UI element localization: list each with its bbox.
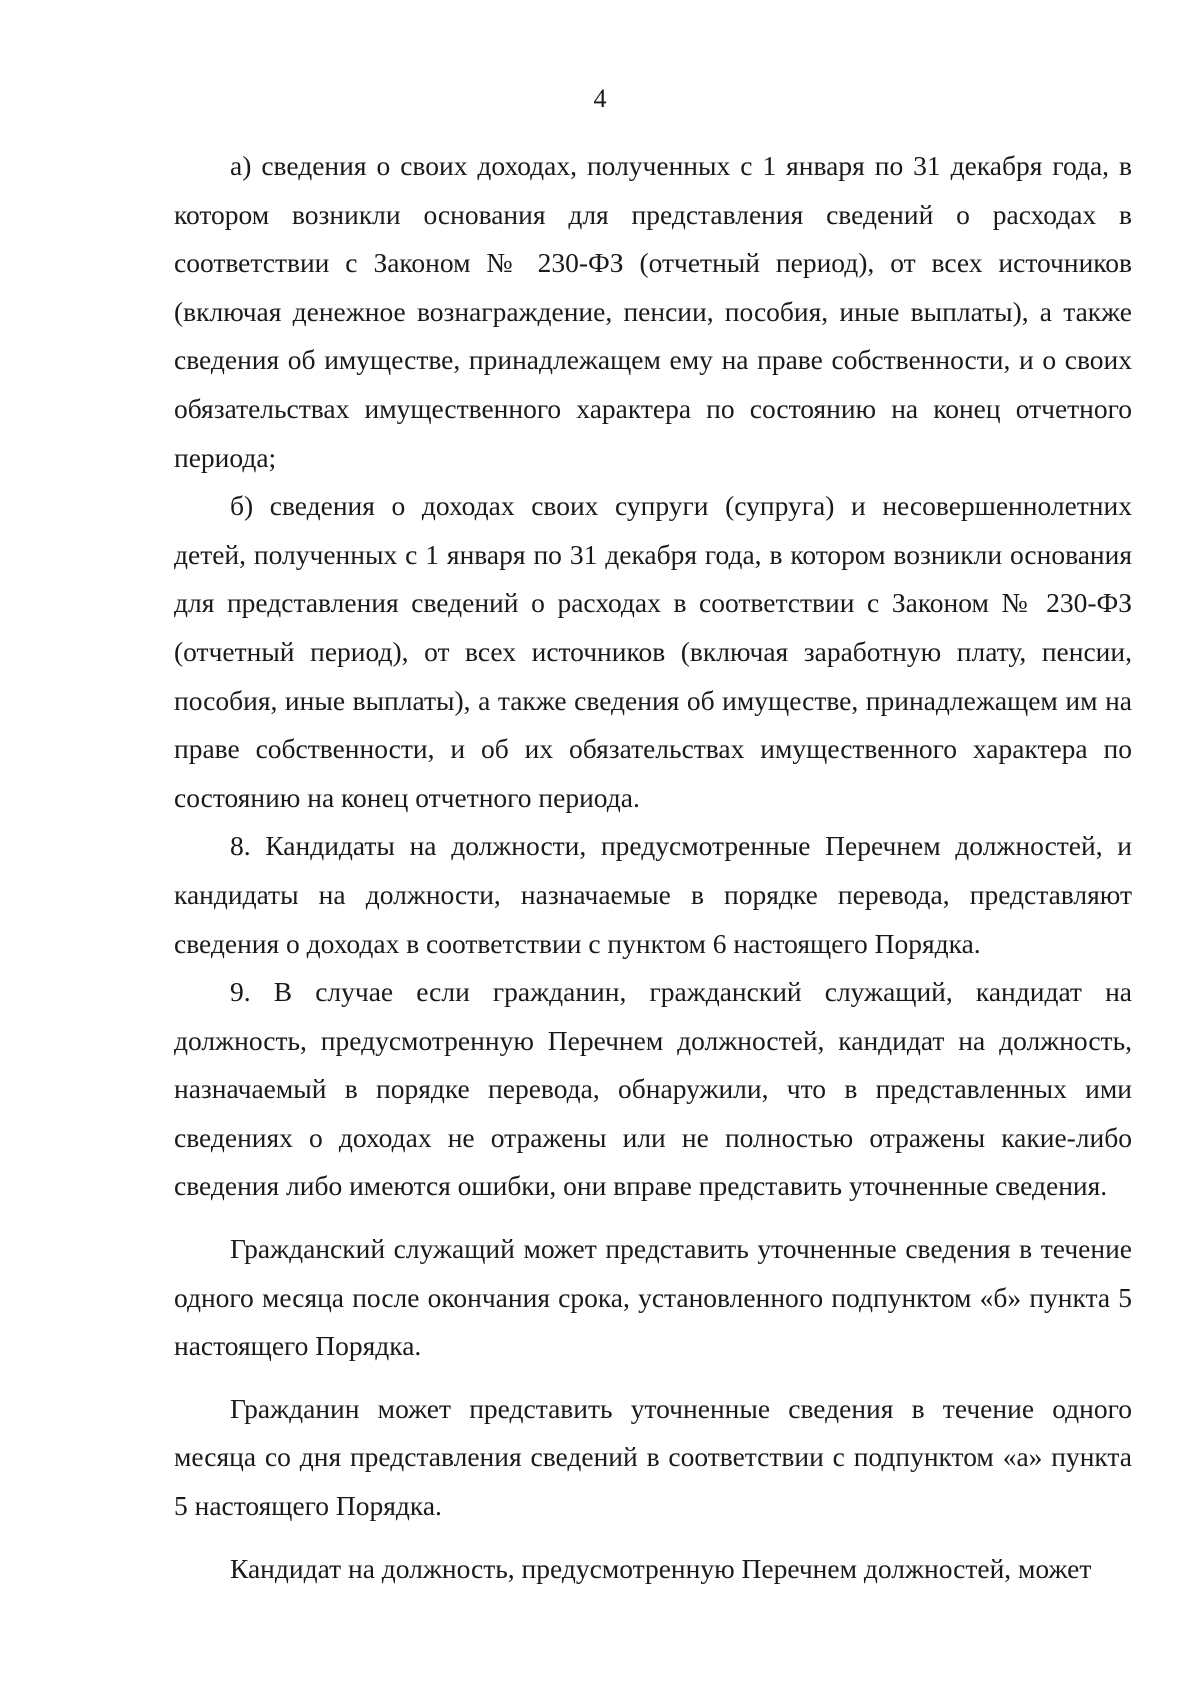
paragraph-9: 9. В случае если гражданин, гражданский служащий, кандидат на должность, предусмотренную Перечнем должностей, кандидат на должность, назначаемый в порядке перевода, обнаружили, что в представленных ими сведениях о доходах не отражены или не полностью отражены какие-либо сведения либо имеются ошибки, они вправе представить уточненные сведения. — [174, 976, 1132, 1202]
paragraph-8: 8. Кандидаты на должности, предусмотренные Перечнем должностей, и кандидаты на должности, назначаемые в порядке перевода, представляют сведения о доходах в соответствии с пунктом 6 настоящего Порядка. — [174, 830, 1132, 959]
paragraph-a: а) сведения о своих доходах, полученных с 1 января по 31 декабря года, в котором возникли основания для представления сведений о расходах в соответствии с Законом № 230-ФЗ (отчетный период), от всех источников (включая денежное вознаграждение, пенсии, пособия, иные выплаты), а также сведения об имуществе, принадлежащем ему на праве собственности, и о своих обязательствах имущественного характера по состоянию на конец отчетного периода; — [174, 150, 1132, 473]
paragraph-b: б) сведения о доходах своих супруги (супруга) и несовершеннолетних детей, полученных с 1 января по 31 декабря года, в котором возникли основания для представления сведений о расходах в соответствии с Законом № 230-ФЗ (отчетный период), от всех источников (включая заработную плату, пенсии, пособия, иные выплаты), а также сведения об имуществе, принадлежащем им на праве собственности, и об их обязательствах имущественного характера по состоянию на конец отчетного периода. — [174, 490, 1132, 813]
paragraph-candidate: Кандидат на должность, предусмотренную Перечнем должностей, может — [230, 1552, 1092, 1584]
paragraph-civil-servant: Гражданский служащий может представить уточненные сведения в течение одного месяца после окончания срока, установленного подпунктом «б» пункта 5 настоящего Порядка. — [174, 1233, 1132, 1362]
document-body — [174, 142, 1132, 1593]
page-number: 4 — [593, 84, 607, 113]
paragraph-citizen: Гражданин может представить уточненные сведения в течение одного месяца со дня представления сведений в соответствии с подпунктом «а» пункта 5 настоящего Порядка. — [174, 1392, 1132, 1522]
